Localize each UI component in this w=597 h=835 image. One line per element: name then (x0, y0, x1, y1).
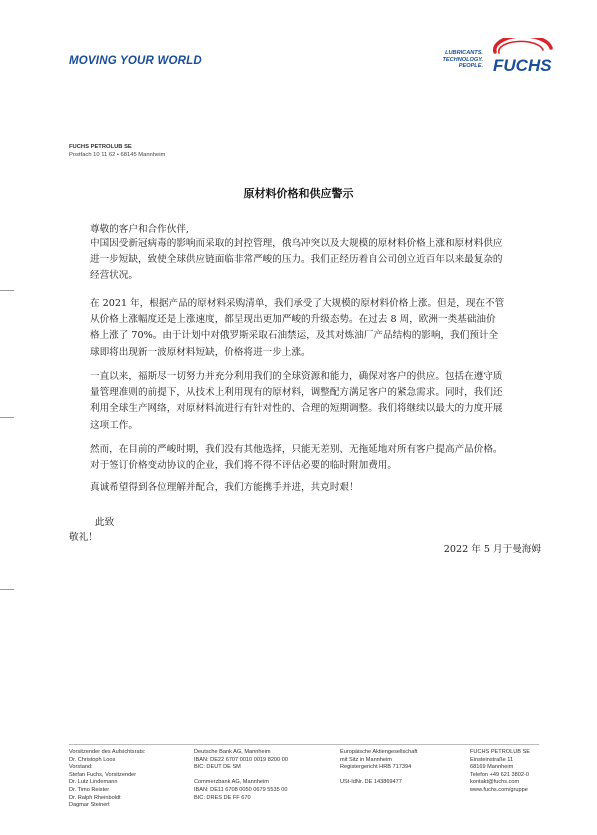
closing-salute: 敬礼！ (69, 532, 98, 543)
paragraph (90, 442, 505, 474)
footer-line: Dagmar Steinert (69, 802, 110, 809)
slogan: MOVING YOUR WORLD (69, 55, 202, 67)
footer-line: Dr. Christoph Loos (69, 756, 116, 763)
footer-line: BIC: DRES DE FF 670 (194, 794, 251, 801)
footer-line (194, 772, 288, 780)
salutation: 尊敬的客户和合作伙伴, (90, 224, 189, 235)
footer-bank (194, 749, 288, 802)
sender-block (69, 143, 165, 159)
footer-divider (69, 744, 539, 745)
footer-line: mit Sitz in Mannheim (340, 756, 392, 763)
footer-line: IBAN: DE22 6707 0010 0019 8200 00 (194, 756, 288, 763)
footer-line (340, 772, 417, 780)
logo-wordmark: FUCHS (493, 56, 552, 75)
footer-website-link[interactable]: www.fuchs.com/gruppe (470, 786, 528, 793)
footer-line: Dr. Ralph Rheinboldt (69, 794, 121, 801)
paragraph-text: 真诚希望得到各位理解并配合，我们方能携手并进，共克时艰！ (90, 482, 359, 493)
letter-title: 原材料价格和供应警示 (243, 187, 354, 200)
footer-line: Einsteinstraße 11 (470, 756, 514, 763)
footer-line: Dr. Lutz Lindemann (69, 779, 118, 786)
footer-line: Stefan Fuchs, Vorsitzender (69, 771, 137, 778)
footer-line: Deutsche Bank AG, Mannheim (194, 749, 271, 755)
tagline-line: PEOPLE. (458, 63, 483, 70)
paragraph (90, 296, 505, 361)
footer-line: BIC: DEUT DE SM (194, 764, 241, 771)
footer-contact (470, 749, 530, 795)
fuchs-logo-icon (485, 38, 561, 78)
footer-line: Telefon +49 621 3802-0 (470, 771, 529, 778)
footer-line: Commerzbank AG, Mannheim (194, 779, 269, 786)
brand-block (431, 38, 561, 78)
footer-line: Vorstand: (69, 764, 93, 771)
punch-mark (0, 417, 14, 418)
paragraph-text: 一直以来，福斯尽一切努力并充分利用我们的全球资源和能力，确保对客户的供应。包括在遵守质量管理准则的前提下，从技术上利用现有的原材料，调整配方满足客户的紧急需求。同时，我们还利用全球生产网络，对原材料流进行有针对性的、合理的短期调整。我们将继续以最大的力度开展这项工作。 (90, 371, 503, 431)
footer-line: FUCHS PETROLUB SE (470, 749, 530, 755)
paragraph (90, 236, 505, 285)
paragraph-text: 中国因受新冠病毒的影响而采取的封控管理，俄乌冲突以及大规模的原材料价格上涨和原材料供应进一步短缺，致使全球供应链面临非常严峻的压力。我们正经历着自公司创立近百年以来最复杂的经营状况。 (90, 238, 503, 282)
date-place: 2022 年 5 月于曼海姆 (443, 544, 541, 555)
footer-line: USt-IdNr. DE 143869477 (340, 779, 402, 786)
tagline-line: LUBRICANTS. (445, 50, 483, 56)
fold-mark (0, 290, 14, 291)
footer-line: IBAN: DE11 6708 0050 0679 5535 00 (194, 786, 288, 793)
paragraph (90, 480, 505, 496)
sender-address: Postfach 10 11 62 • 68145 Mannheim (69, 152, 166, 158)
sender-company: FUCHS PETROLUB SE (69, 144, 132, 150)
footer-email-link[interactable]: kontakt@fuchs.com (470, 779, 520, 786)
fold-mark (0, 589, 14, 590)
tagline-line: TECHNOLOGY. (442, 56, 483, 63)
footer-board (69, 749, 146, 810)
tagline (431, 50, 483, 70)
footer-line: Europäische Aktiengesellschaft (340, 749, 418, 755)
footer-line: Vorsitzender des Aufsichtsrats: (69, 749, 146, 755)
paragraph-text: 在 2021 年，根据产品的原材料采购清单，我们承受了大规模的原材料价格上涨。但是，现在不管从价格上涨幅度还是上涨速度，都呈现出更加严峻的升级态势。在过去 8 周，欧洲一类基础油价格上涨了 70%。由于计划中对俄罗斯采取石油禁运，及其对炼油厂产品结构的影响，我们预计全球即将出现新一波原材料短缺，价格将进一步上涨。 (90, 298, 505, 358)
footer-line: 68169 Mannheim (470, 764, 514, 771)
footer-registry (340, 749, 417, 787)
paragraph (90, 369, 505, 434)
footer-line: Registergericht HRB 717394 (340, 764, 412, 771)
footer-line: Dr. Timo Reister (69, 786, 110, 793)
paragraph-text: 然而，在目前的严峻时期，我们没有其他选择，只能无差别、无拖延地对所有客户提高产品价格。对于签订价格变动协议的企业，我们将不得不评估必要的临时附加费用。 (90, 444, 503, 472)
closing-regards: 此致 (95, 517, 115, 528)
